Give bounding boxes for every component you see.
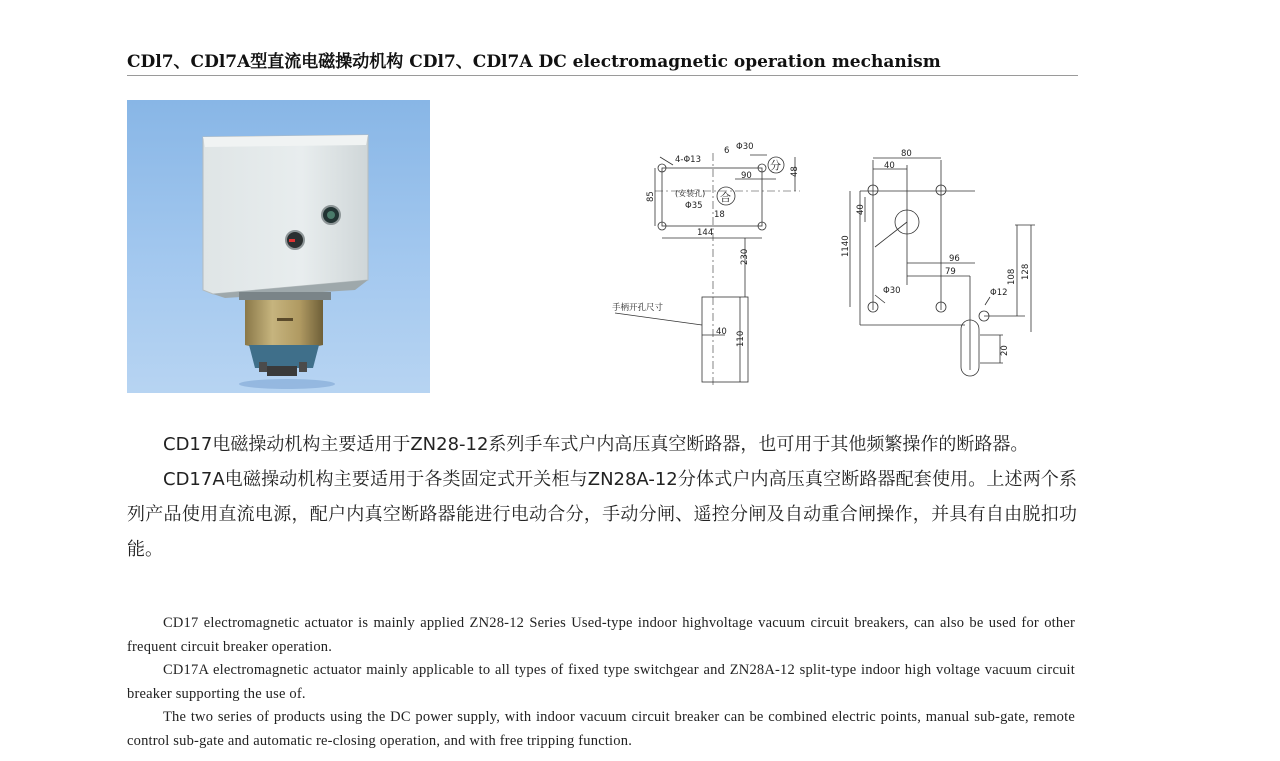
label-he: 合: [720, 191, 731, 204]
label-handle-hole: 手柄开孔尺寸: [612, 303, 664, 313]
cn-paragraph-1: CD17电磁操动机构主要适用于ZN28-12系列手车式户内高压真空断路器，也可用于其他频繁操作的断路器。: [163, 434, 1029, 455]
label-mount-hole: (安装孔): [675, 189, 706, 198]
label-fen: 分: [770, 159, 781, 172]
dim-79: 79: [945, 267, 956, 277]
dim-110: 110: [736, 330, 746, 347]
dim-108: 108: [1007, 268, 1017, 285]
dim-128: 128: [1021, 263, 1031, 280]
dim-40: 40: [716, 327, 727, 337]
dim-48: 48: [790, 166, 800, 177]
dim-40-top: 40: [884, 161, 895, 171]
dim-144: 144: [697, 228, 714, 238]
chinese-description: [127, 427, 1077, 567]
dim-90: 90: [741, 171, 752, 181]
dim-phi30-left: Φ30: [736, 142, 754, 152]
page-title: CDl7、CDl7A型直流电磁操动机构 CDl7、CDl7A DC electromagnetic operation mechanism: [127, 52, 941, 72]
cn-paragraph-2: CD17A电磁操动机构主要适用于各类固定式开关柜与ZN28A-12分体式户内高压真空断路器配套使用。上述两个系列产品使用直流电源，配户内真空断路器能进行电动合分，手动分闸、遥控分闸及自动重合闸操作，并具有自由脱扣功能。: [127, 469, 1077, 560]
right-view: [850, 158, 1035, 376]
product-photo: [127, 100, 430, 393]
english-description: [127, 612, 1075, 753]
dim-80: 80: [901, 149, 912, 159]
dim-96: 96: [949, 254, 960, 264]
dim-phi35: Φ35: [685, 201, 703, 211]
dim-20: 20: [1000, 345, 1010, 356]
mechanism-illustration: [127, 100, 430, 393]
dim-230: 230: [740, 248, 750, 265]
dim-phi30-right: Φ30: [883, 286, 901, 296]
en-paragraph-3: The two series of products using the DC power supply, with indoor vacuum circuit breaker can be combined electric points, manual sub-gate, remote control sub-gate and automatic re-closing operation, and with free tripping function.: [127, 709, 1075, 749]
dim-1140: 1140: [841, 235, 851, 257]
dim-18: 18: [714, 210, 725, 220]
dim-phi12: Φ12: [990, 288, 1008, 298]
dim-85: 85: [646, 191, 656, 202]
dim-6: 6: [724, 146, 730, 156]
left-view: [615, 153, 800, 385]
dimension-drawing: [595, 135, 1045, 385]
en-paragraph-2: CD17A electromagnetic actuator mainly applicable to all types of fixed type switchgear and ZN28A-12 split-type indoor high voltage vacuum circuit breaker supporting the use of.: [127, 662, 1075, 702]
dim-4-phi13: 4-Φ13: [675, 155, 701, 165]
dim-40-side: 40: [856, 204, 866, 215]
en-paragraph-1: CD17 electromagnetic actuator is mainly applied ZN28-12 Series Used-type indoor highvoltage vacuum circuit breakers, can also be used for other frequent circuit breaker operation.: [127, 615, 1075, 655]
title-divider: [127, 75, 1078, 76]
